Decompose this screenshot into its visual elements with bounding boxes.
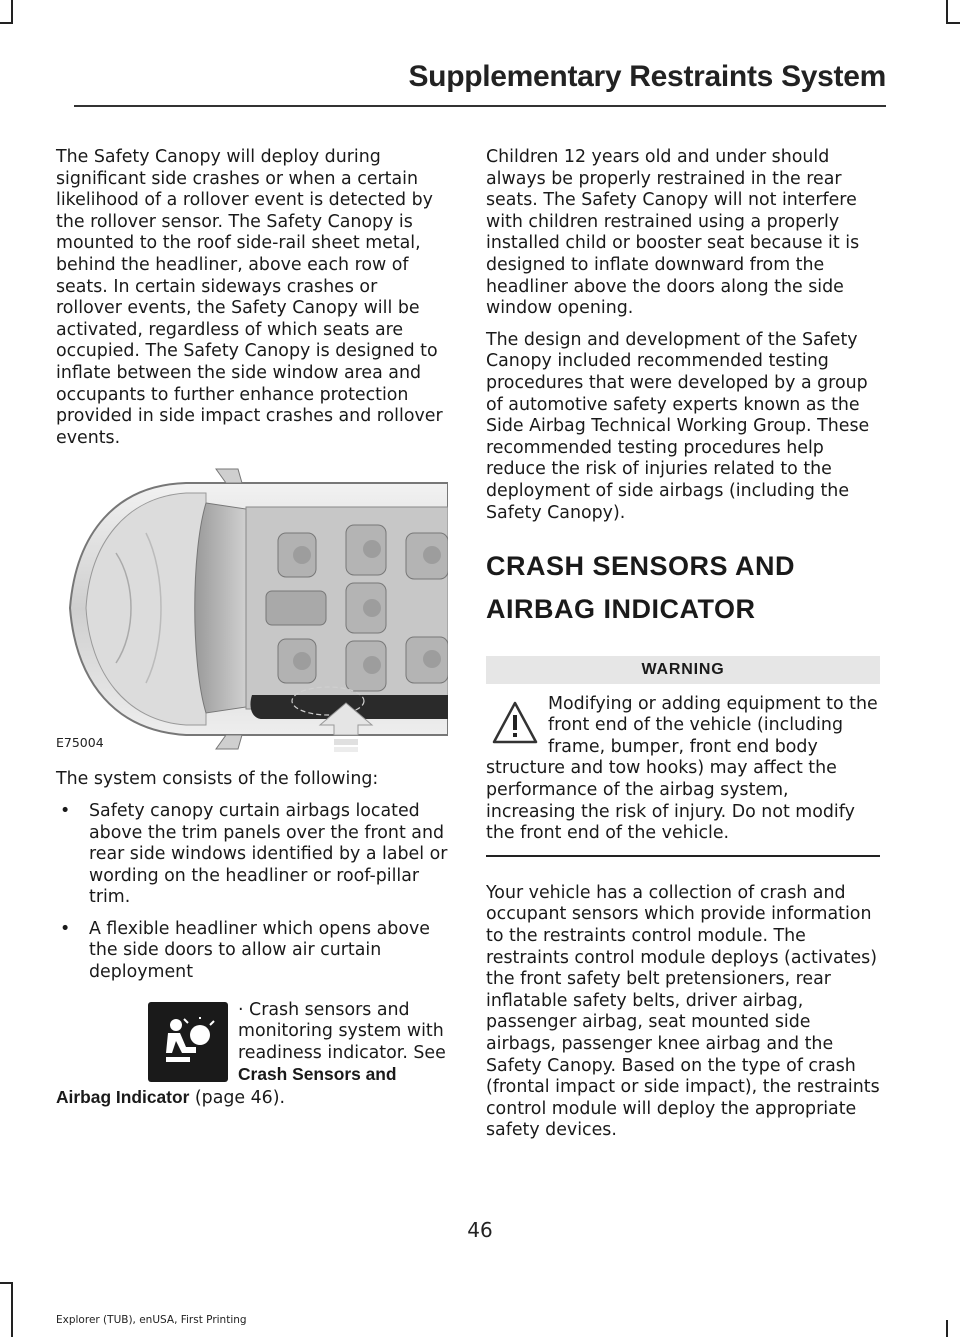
sensors-paragraph: Your vehicle has a collection of crash and occupant sensors which provide information to the restraints control module. The restraints control module deploys (activates) the front safety belt pretensioners, rear inflatable safety belts, driver airbag, passenger airbag, seat mounted side airbags, passenger knee airbag and the Safety Canopy. Based on the type of crash (frontal impact or side impact), the restraints control module will deploy the appropriate safety devices. <box>486 882 880 1141</box>
airbag-indicator-paragraph: · Crash sensors and monitoring system with readiness indicator. See Crash Sensors and Airbag Indicator (page 46). <box>56 999 446 1109</box>
bullet-marker: • <box>60 800 71 821</box>
bullet-marker: • <box>60 918 71 939</box>
crop-mark <box>946 1320 948 1337</box>
section-heading: CRASH SENSORS AND AIRBAG INDICATOR <box>486 551 796 625</box>
warning-label: WARNING <box>486 656 880 684</box>
vehicle-top-view-image <box>56 463 448 753</box>
left-column <box>56 147 448 1110</box>
crop-mark <box>11 1282 13 1337</box>
warning-triangle-icon <box>492 700 538 746</box>
crop-mark <box>946 22 960 24</box>
airbag-warning-icon <box>148 1002 228 1082</box>
warning-rule <box>486 855 880 857</box>
header-rule <box>74 105 886 107</box>
cross-reference-link[interactable]: Crash Sensors and Airbag Indicator <box>56 1064 397 1108</box>
right-column <box>486 147 880 1152</box>
crop-mark <box>946 0 948 22</box>
crop-mark <box>0 22 13 24</box>
intro-paragraph: The Safety Canopy will deploy during significant side crashes or when a certain likelihood of a rollover event is detected by the rollover sensor. The Safety Canopy is mounted to the roof side-rail sheet metal, behind the headliner, above each row of seats. In certain sideways crashes or rollover events, the Safety Canopy will be activated, regardless of which seats are occupied. The Safety Canopy is designed to inflate between the side window area and occupants to further enhance protection provided in side impact crashes and rollover events. <box>56 147 443 448</box>
component-list <box>56 801 448 984</box>
design-paragraph: The design and development of the Safety Canopy included recommended testing procedures that were developed by a group of automotive safety experts known as the Side Airbag Technical Working Group. These recommended testing procedures help reduce the risk of injuries related to the deployment of side airbags (including the Safety Canopy). <box>486 329 870 523</box>
crop-mark <box>11 0 13 22</box>
children-paragraph: Children 12 years old and under should always be properly restrained in the rear seats. The Safety Canopy will not interfere with children restrained using a properly installed child or booster seat because it is designed to inflate downward from the headliner above the doors along the side window opening. <box>486 147 860 319</box>
safety-canopy-illustration <box>56 463 448 753</box>
warning-box <box>486 694 880 857</box>
page-number: 46 <box>467 1218 493 1242</box>
list-intro: The system consists of the following: <box>56 769 379 790</box>
footer-info: Explorer (TUB), enUSA, First Printing <box>56 1314 247 1326</box>
crop-mark <box>0 1282 13 1284</box>
figure-code: E75004 <box>56 734 104 750</box>
list-item: • A flexible headliner which opens above the side doors to allow air curtain deployment <box>60 918 430 983</box>
page-header-title: Supplementary Restraints System <box>408 60 886 93</box>
list-item: • Safety canopy curtain airbags located above the trim panels over the front and rear side windows identified by a label or wording on the headliner or roof-pillar trim. <box>60 800 448 908</box>
warning-text: Modifying or adding equipment to the front end of the vehicle (including frame, bumper, front end body structure and tow hooks) may affect the performance of the airbag system, increasing the risk of injury. Do not modify the front end of the vehicle. <box>486 693 878 844</box>
